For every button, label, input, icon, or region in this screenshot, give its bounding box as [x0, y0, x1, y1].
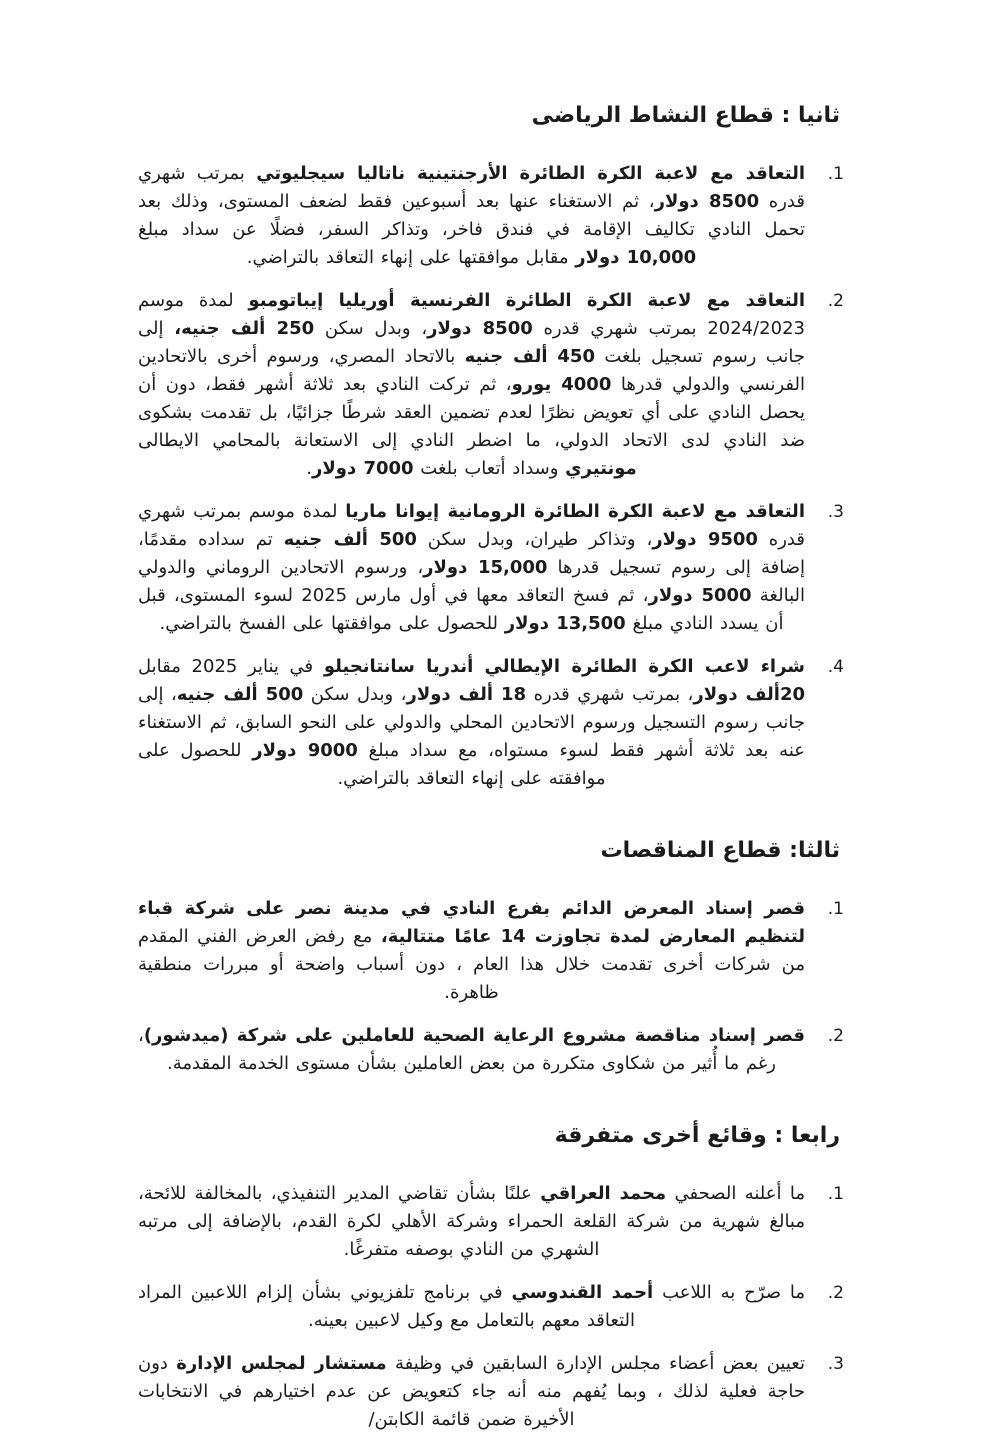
list-item-number: 1. [827, 1184, 844, 1204]
section-items [138, 160, 844, 793]
list-item-text: التعاقد مع لاعبة الكرة الطائرة الفرنسية أوريليا إيباتومبو لمدة موسم 2024/2023 بمرتب شهري قدره 8500 دولار، وبدل سكن 250 ألف جنيه، إلى جانب رسوم تسجيل بلغت 450 ألف جنيه بالاتحاد المصري، ورسوم أخرى بالاتحادين الفرنسي والدولي قدرها 4000 يورو، ثم تركت النادي بعد ثلاثة أشهر فقط، دون أن يحصل النادي على أي تعويض نظرًا لعدم تضمين العقد شرطًا جزائيًا، بل تقدمت بشكوى ضد النادي لدى الاتحاد الدولي، ما اضطر النادي إلى الاستعانة بالمحامي الايطالى مونتيري وسداد أتعاب بلغت 7000 دولار. [138, 290, 805, 479]
section-items [138, 895, 844, 1078]
section-miscellaneous [138, 1122, 844, 1434]
list-item [138, 160, 844, 272]
list-item-text: ما أعلنه الصحفي محمد العراقي علنًا بشأن تقاضي المدير التنفيذي، بالمخالفة للائحة، مبالغ شهرية من شركة القلعة الحمراء وشركة الأهلي لكرة القدم، بالإضافة إلى مرتبه الشهري من النادي بوصفه متفرغًا. [138, 1183, 805, 1260]
section-title: ثانيا : قطاع النشاط الرياضى [531, 103, 840, 128]
list-item-number: 2. [827, 1283, 844, 1303]
list-item-text: ما صرّح به اللاعب أحمد القندوسي في برنامج تلفزيوني بشأن إلزام اللاعبين المراد التعاقد معهم بالتعامل مع وكيل لاعبين بعينه. [138, 1282, 805, 1331]
list-item [138, 498, 844, 638]
list-item-text: قصر إسناد المعرض الدائم بفرع النادي في مدينة نصر على شركة قباء لتنظيم المعارض لمدة تجاوزت 14 عامًا متتالية، مع رفض العرض الفني المقدم من شركات أخرى تقدمت خلال هذا العام ، دون أسباب واضحة أو مبررات منطقية ظاهرة. [138, 898, 806, 1003]
list-item-number: 4. [827, 657, 844, 677]
list-item-number: 3. [827, 502, 844, 522]
list-item-text: التعاقد مع لاعبة الكرة الطائرة الأرجنتينية ناتاليا سيجليوتي بمرتب شهري قدره 8500 دولار، ثم الاستغناء عنها بعد أسبوعين فقط لضعف المستوى، وذلك بعد تحمل النادي تكاليف الإقامة في فندق فاخر، وتذاكر السفر، فضلًا عن سداد مبلغ 10,000 دولار مقابل موافقتها على إنهاء التعاقد بالتراضي. [138, 163, 806, 268]
list-item [138, 1180, 844, 1264]
list-item-text: شراء لاعب الكرة الطائرة الإيطالي أندريا سانتانجيلو في يناير 2025 مقابل 20ألف دولار، بمرتب شهري قدره 18 ألف دولار، وبدل سكن 500 ألف جنيه، إلى جانب رسوم التسجيل ورسوم الاتحادين المحلي والدولي على النحو السابق، ثم الاستغناء عنه بعد ثلاثة أشهر فقط لسوء مستواه، مع سداد مبلغ 9000 دولار للحصول على موافقته على إنهاء التعاقد بالتراضي. [138, 656, 805, 789]
list-item-number: 1. [827, 164, 844, 184]
list-item-text: تعيين بعض أعضاء مجلس الإدارة السابقين في وظيفة مستشار لمجلس الإدارة دون حاجة فعلية لذلك ، وبما يُفهم منه أنه جاء كتعويض عن عدم اختيارهم في الانتخابات الأخيرة ضمن قائمة الكابتن/ [138, 1353, 805, 1430]
list-item-text: قصر إسناد مناقصة مشروع الرعاية الصحية للعاملين على شركة (ميدشور)، رغم ما أُثير من شكاوى متكررة من بعض العاملين بشأن مستوى الخدمة المقدمة. [138, 1025, 805, 1074]
section-items [138, 1180, 844, 1434]
section-sports-activity [138, 102, 844, 793]
list-item [138, 895, 844, 1007]
list-item-number: 2. [827, 291, 844, 311]
section-tenders [138, 837, 844, 1078]
list-item-number: 2. [827, 1026, 844, 1046]
list-item [138, 1279, 844, 1335]
section-title: ثالثا: قطاع المناقصات [600, 838, 840, 863]
list-item-number: 3. [827, 1354, 844, 1374]
section-title: رابعا : وقائع أخرى متفرقة [554, 1123, 840, 1148]
list-item-text: التعاقد مع لاعبة الكرة الطائرة الرومانية إيوانا ماريا لمدة موسم بمرتب شهري قدره 9500 دولار، وتذاكر طيران، وبدل سكن 500 ألف جنيه تم سداده مقدمًا، إضافة إلى رسوم تسجيل قدرها 15,000 دولار، ورسوم الاتحادين الروماني والدولي البالغة 5000 دولار، ثم فسخ التعاقد معها في أول مارس 2025 لسوء المستوى، قبل أن يسدد النادي مبلغ 13,500 دولار للحصول على موافقتها على الفسخ بالتراضي. [138, 501, 806, 634]
list-item [138, 1350, 844, 1434]
list-item [138, 1022, 844, 1078]
list-item [138, 653, 844, 793]
list-item-number: 1. [827, 899, 844, 919]
list-item [138, 287, 844, 483]
